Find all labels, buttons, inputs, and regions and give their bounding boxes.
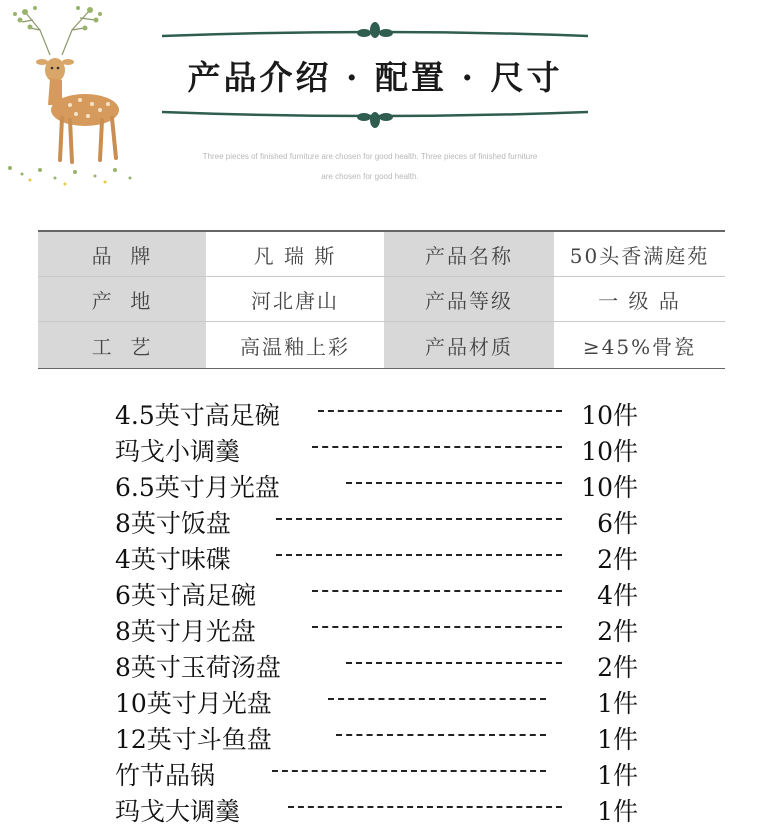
config-item-qty: 10件 — [581, 437, 638, 466]
config-item-name: 8英寸月光盘 — [115, 617, 256, 646]
config-item-name: 12英寸斗鱼盘 — [115, 725, 272, 754]
config-item-name: 8英寸玉荷汤盘 — [115, 653, 281, 682]
config-item — [0, 537, 760, 573]
config-item-leader — [276, 554, 562, 556]
spec-label-product-name: 产品名称 — [384, 232, 554, 276]
config-item — [0, 753, 760, 789]
config-item-qty: 1件 — [597, 797, 638, 826]
config-item-qty: 2件 — [597, 545, 638, 574]
config-item — [0, 645, 760, 681]
config-item-leader — [288, 806, 562, 808]
config-item-name: 8英寸饭盘 — [115, 509, 231, 538]
config-item-leader — [346, 662, 562, 664]
config-item-leader — [276, 518, 562, 520]
config-item-qty: 1件 — [597, 725, 638, 754]
config-item-qty: 10件 — [581, 401, 638, 430]
config-item-leader — [328, 698, 546, 700]
config-item — [0, 393, 760, 429]
spec-table — [38, 230, 725, 369]
spec-row-craft — [38, 322, 725, 368]
config-item — [0, 465, 760, 501]
config-item-qty: 1件 — [597, 689, 638, 718]
subtitle-line-1: Three pieces of finished furniture are chosen for good health. Three pieces of finished furniture — [202, 152, 538, 161]
spec-value-brand: 凡 瑞 斯 — [206, 232, 384, 276]
config-item-leader — [312, 626, 562, 628]
config-item-name: 6英寸高足碗 — [115, 581, 256, 610]
header-ornament-bottom — [160, 98, 590, 134]
config-item-qty: 2件 — [597, 617, 638, 646]
config-item-name: 4英寸味碟 — [115, 545, 231, 574]
config-item-name: 玛戈大调羹 — [115, 797, 241, 826]
spec-label-origin: 产 地 — [38, 277, 206, 321]
subtitle-line-2: are chosen for good health. — [321, 172, 419, 181]
config-item-leader — [312, 446, 562, 448]
header-ornament-top — [160, 18, 590, 54]
config-item-leader — [336, 734, 546, 736]
spec-label-grade: 产品等级 — [384, 277, 554, 321]
config-item-leader — [272, 770, 546, 772]
spec-row-brand — [38, 232, 725, 277]
config-list — [0, 393, 760, 825]
config-item-qty: 1件 — [597, 761, 638, 790]
config-item-qty: 4件 — [597, 581, 638, 610]
config-item — [0, 573, 760, 609]
config-item — [0, 789, 760, 825]
config-item-name: 4.5英寸高足碗 — [115, 401, 280, 430]
spec-label-brand: 品 牌 — [38, 232, 206, 276]
config-item — [0, 609, 760, 645]
spec-label-craft: 工 艺 — [38, 322, 206, 368]
page-title: 产品介绍 · 配置 · 尺寸 — [187, 58, 563, 97]
spec-row-origin — [38, 277, 725, 322]
deer-illustration — [0, 0, 150, 200]
config-item-name: 玛戈小调羹 — [115, 437, 241, 466]
spec-value-craft: 高温釉上彩 — [206, 322, 384, 368]
config-item-name: 10英寸月光盘 — [115, 689, 272, 718]
spec-label-material: 产品材质 — [384, 322, 554, 368]
config-item-name: 6.5英寸月光盘 — [115, 473, 280, 502]
spec-value-product-name: 50头香满庭苑 — [554, 232, 725, 276]
spec-value-origin: 河北唐山 — [206, 277, 384, 321]
config-item-qty: 6件 — [597, 509, 638, 538]
spec-value-grade: 一 级 品 — [554, 277, 725, 321]
config-item — [0, 681, 760, 717]
config-item — [0, 429, 760, 465]
config-item-leader — [318, 410, 562, 412]
config-item — [0, 717, 760, 753]
config-item-qty: 10件 — [581, 473, 638, 502]
spec-value-material: ≥45%骨瓷 — [554, 322, 725, 368]
config-item-name: 竹节品锅 — [115, 761, 216, 790]
config-item — [0, 501, 760, 537]
config-item-leader — [312, 590, 562, 592]
config-item-leader — [346, 482, 562, 484]
config-item-qty: 2件 — [597, 653, 638, 682]
